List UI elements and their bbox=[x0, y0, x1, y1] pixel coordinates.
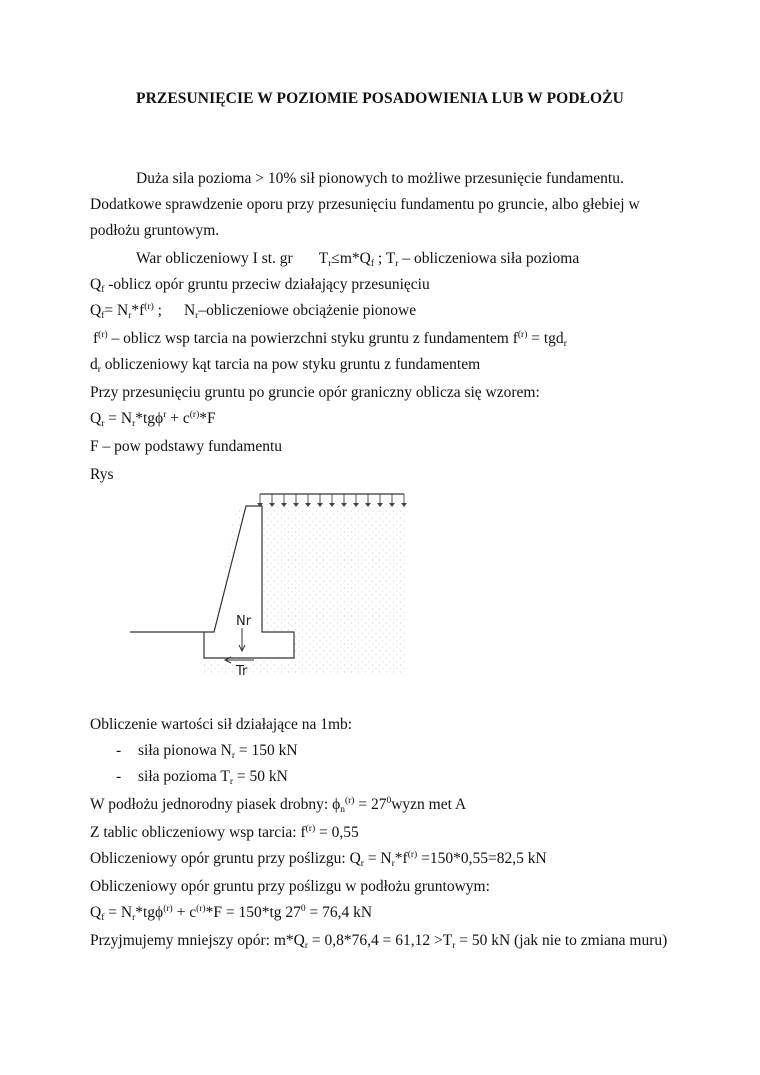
paragraph-line: Dodatkowe sprawdzenie oporu przy przesunięciu fundamentu po gruncie, albo głebiej w bbox=[90, 196, 640, 213]
bullet-dash: - bbox=[116, 742, 122, 759]
paragraph-line: Z tablic obliczeniowy wsp tarcia: $f^{(r)} = 0,55$ bbox=[90, 824, 359, 841]
definition-line: $d_r$ obliczeniowy kąt tarcia na pow styku gruntu z fundamentem bbox=[90, 356, 481, 375]
tr-label: Tr bbox=[236, 664, 248, 678]
formula-line: $Q_r = N_r*tg\phi^r + c^{(r)}*F$ bbox=[90, 410, 216, 429]
conclusion-line: Przyjmujemy mniejszy opór: $m*Q_r = 0,8*76,4 = 61,12 >T_r = 50$ kN (jak nie to zmiana muru) bbox=[90, 932, 668, 951]
list-item: siła pionowa $N_r = 150$ kN bbox=[138, 742, 298, 761]
retaining-wall-figure bbox=[126, 488, 426, 678]
list-item: siła pozioma $T_r = 50$ kN bbox=[138, 768, 288, 787]
condition-line: War obliczeniowy I st. gr $T_r\le m*Q_f$ ; $T_r$ – obliczeniowa siła pozioma bbox=[136, 250, 580, 269]
page-title: PRZESUNIĘCIE W POZIOMIE POSADOWIENIA LUB W PODŁOŻU bbox=[136, 90, 624, 107]
definition-line: $f^{(r)}$ – oblicz wsp tarcia na powierzchni styku gruntu z fundamentem $f^{(r)} = tgd_r$ bbox=[93, 330, 567, 349]
paragraph-line: Przy przesunięciu gruntu po gruncie opór graniczny oblicza się wzorem: bbox=[90, 384, 540, 401]
bullet-dash: - bbox=[116, 768, 122, 785]
paragraph-line: W podłożu jednorodny piasek drobny: $\phi_n^{(r)}$ = $27^0wyzn$ met A bbox=[90, 796, 467, 815]
paragraph-line: Obliczeniowy opór gruntu przy poślizgu w podłożu gruntowym: bbox=[90, 878, 490, 895]
nr-label: Nr bbox=[236, 614, 252, 629]
paragraph-intro: Duża sila pozioma > 10% sił pionowych to możliwe przesunięcie fundamentu. bbox=[136, 170, 624, 187]
definition-line: $Q_f$ -oblicz opór gruntu przeciw działający przesunięciu bbox=[90, 276, 430, 295]
calculation-line: $Q_f = N_r*tg\phi^{(r)} + c^{(r)}*F = 150*tg$ $27^0 = 76,4$ kN bbox=[90, 904, 373, 923]
figure-caption: Rys bbox=[90, 466, 114, 483]
formula-line: $Q_f= N_r*f^{(r)}$ ; $N_r$–obliczeniowe obciążenie pionowe bbox=[90, 302, 417, 321]
paragraph-line: F – pow podstawy fundamentu bbox=[90, 438, 283, 455]
calculation-line: Obliczeniowy opór gruntu przy poślizgu: $Q_r = N_r*f^{(r)} =150*0,55=82,5$ kN bbox=[90, 850, 547, 869]
paragraph-line: podłożu gruntowym. bbox=[90, 222, 220, 239]
paragraph-line: Obliczenie wartości sił działające na 1mb: bbox=[90, 716, 353, 733]
